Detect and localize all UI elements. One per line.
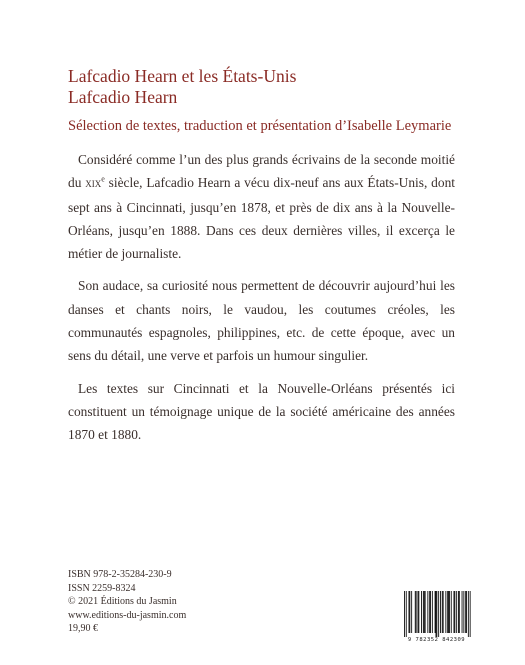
barcode-bar	[466, 591, 467, 633]
book-title-block	[68, 66, 488, 108]
barcode-bar	[406, 591, 407, 637]
barcode-bar	[445, 591, 446, 633]
barcode-bar	[429, 591, 430, 633]
price-line: 19,90 €	[68, 623, 98, 634]
barcode-bar	[415, 591, 416, 633]
barcode-bar	[425, 591, 426, 633]
barcode-bar	[430, 591, 431, 633]
barcode-bar	[440, 591, 441, 633]
website-line: www.editions-du-jasmin.com	[68, 609, 187, 621]
barcode-bar	[416, 591, 417, 633]
barcode-bar	[448, 591, 449, 633]
copyright-line: © 2021 Éditions du Jasmin	[68, 596, 177, 607]
barcode-bar	[435, 591, 436, 633]
barcode-bar	[421, 591, 422, 633]
book-title: Lafcadio Hearn et les États-Unis	[68, 66, 297, 86]
barcode-bar	[454, 591, 455, 633]
blurb-paragraph-3: Les textes sur Cincinnati et la Nouvelle-Orléans présentés ici constituent un témoignage unique de la société américaine des années 1870 et 1880.	[68, 380, 455, 443]
barcode-bar	[465, 591, 466, 633]
barcode-bar	[404, 591, 405, 637]
barcode-bar	[458, 591, 459, 633]
barcode-bar	[447, 591, 448, 633]
barcode-bar	[451, 591, 452, 633]
isbn-line: ISBN 978-2-35284-230-9	[68, 569, 172, 580]
barcode-bar	[424, 591, 425, 633]
blurb-p1-start: Considéré comme l’un des plus grands écrivains de la seconde moitié du	[68, 152, 455, 191]
barcode-bar	[442, 591, 443, 633]
barcode-bar	[456, 591, 457, 633]
barcode-bar	[463, 591, 464, 633]
century-superscript: e	[101, 174, 105, 184]
barcode-bar	[443, 591, 444, 633]
barcode-bar	[454, 591, 455, 633]
book-author: Lafcadio Hearn	[68, 87, 178, 107]
barcode-bar	[409, 591, 410, 633]
blurb-paragraph-2: Son audace, sa curiosité nous permettent de découvrir aujourd’hui les danses et chants noirs, le vaudou, les coutumes créoles, les communautés espagnoles, philippines, etc. de cette époque, avec un sens du détail, une verve et parfois un humour singulier.	[68, 278, 455, 364]
colophon	[68, 568, 186, 636]
barcode-bar	[436, 591, 437, 637]
barcode-bar	[470, 591, 471, 637]
book-subtitle: Sélection de textes, traduction et présentation d’Isabelle Leymarie	[68, 118, 452, 134]
back-cover-blurb	[68, 148, 455, 456]
barcode-bar	[418, 591, 419, 633]
barcode-bar	[409, 591, 410, 633]
barcode-bars	[398, 585, 475, 637]
barcode-bar	[438, 591, 439, 637]
isbn-barcode	[398, 585, 475, 645]
barcode-bar	[468, 591, 469, 637]
barcode-bar	[436, 591, 437, 637]
issn-line: ISSN 2259-8324	[68, 582, 136, 594]
barcode-bar	[459, 591, 460, 633]
century-numeral: xix	[85, 176, 102, 191]
barcode-bar	[423, 591, 424, 633]
barcode-bar	[418, 591, 419, 633]
blurb-p1-end: siècle, Lafcadio Hearn a vécu dix-neuf ans aux États-Unis, dont sept ans à Cincinnati, jusqu’en 1878, et près de dix ans à la Nouvelle-Orléans, jusqu’en 1888. Dans ces deux dernières villes, il excerça le métier de journaliste.	[68, 175, 455, 262]
barcode-bar	[462, 591, 463, 633]
barcode-bar	[411, 591, 412, 633]
barcode-bar	[432, 591, 433, 633]
barcode-digits: 9 782352 842309	[407, 637, 466, 643]
barcode-bar	[449, 591, 450, 633]
blurb-paragraph-1	[68, 148, 455, 265]
barcode-bar	[427, 591, 428, 633]
